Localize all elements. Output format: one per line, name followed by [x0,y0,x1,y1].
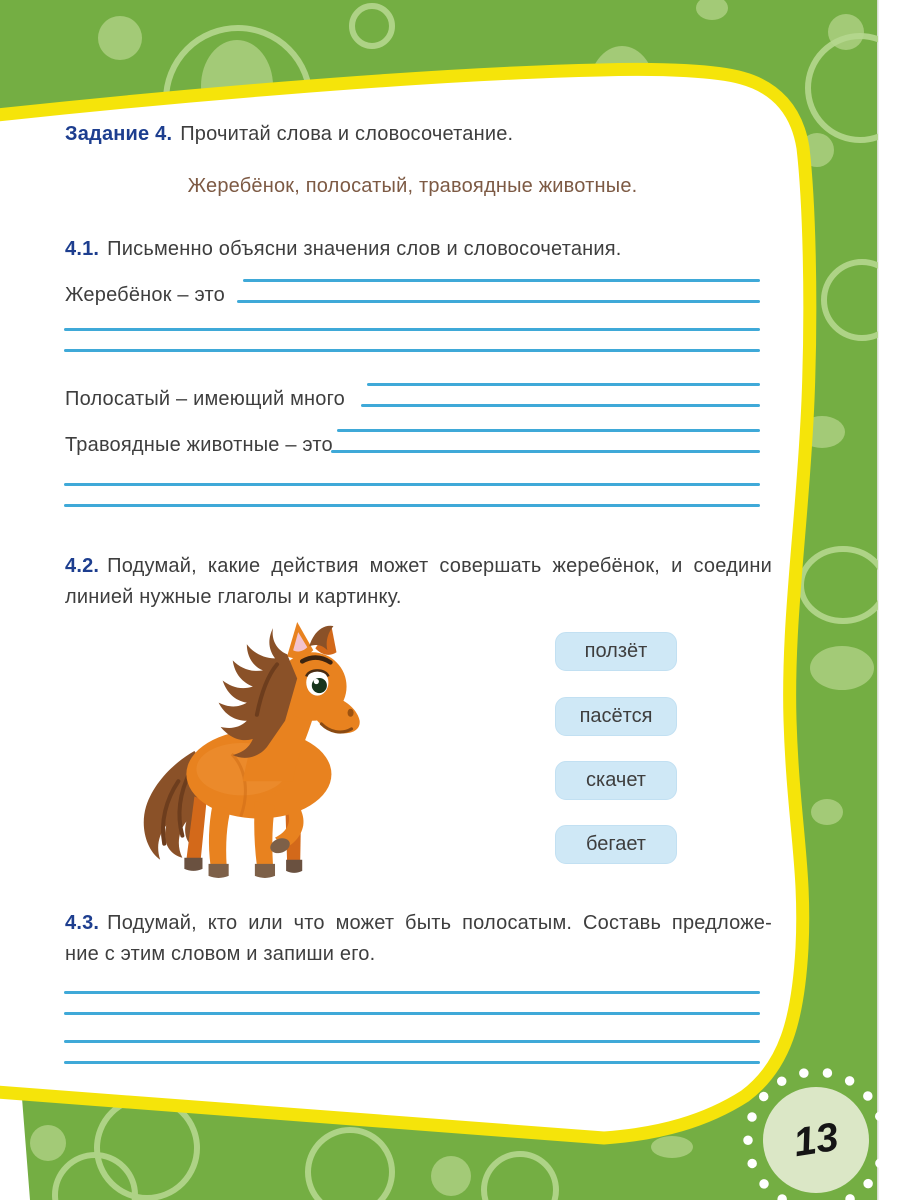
task42-instruction-line1: Подумай, какие действия может совершать жеребёнок, и соедини [107,555,772,577]
prompt-striped: Полосатый – имеющий много [65,388,345,410]
task43-header [65,908,772,970]
task42-number: 4.2. [65,555,100,577]
writing-line [64,1040,760,1043]
writing-line [331,450,760,453]
writing-line [64,328,760,331]
writing-line [64,349,760,352]
vocabulary-line: Жеребёнок, полосатый, травоядные животные. [187,175,638,197]
task42-instruction-line2: линией нужные глаголы и картинку. [65,586,402,608]
writing-line [337,429,760,432]
task41-header [65,236,772,263]
writing-line [64,483,760,486]
foal-illustration[interactable] [136,620,408,880]
prompt-herbivores: Травоядные животные – это [65,434,333,456]
task42-header [65,551,772,613]
verb-card-grazes[interactable]: пасётся [555,697,677,736]
task4-instruction: Прочитай слова и словосочетание. [180,123,514,145]
page-number: 13 [790,1114,842,1166]
writing-line [361,404,760,407]
task41-instruction: Письменно объясни значения слов и словосочетания. [107,238,622,260]
prompt-foal: Жеребёнок – это [65,284,225,306]
task43-instruction-line1: Подумай, кто или что может быть полосатым. Составь предложе- [107,912,772,934]
verb-card-runs[interactable]: бегает [555,825,677,864]
verb-card-gallops[interactable]: скачет [555,761,677,800]
task43-instruction-line2: ние с этим словом и запиши его. [65,943,376,965]
writing-line [64,1061,760,1064]
task41-number: 4.1. [65,238,100,260]
task43-number: 4.3. [65,912,100,934]
writing-line [64,1012,760,1015]
writing-line [64,504,760,507]
task4-header [65,121,772,148]
verb-card-crawls[interactable]: ползёт [555,632,677,671]
writing-line [64,991,760,994]
writing-line [243,279,760,282]
task4-number: Задание 4. [65,123,173,145]
writing-line [237,300,760,303]
writing-line [367,383,760,386]
